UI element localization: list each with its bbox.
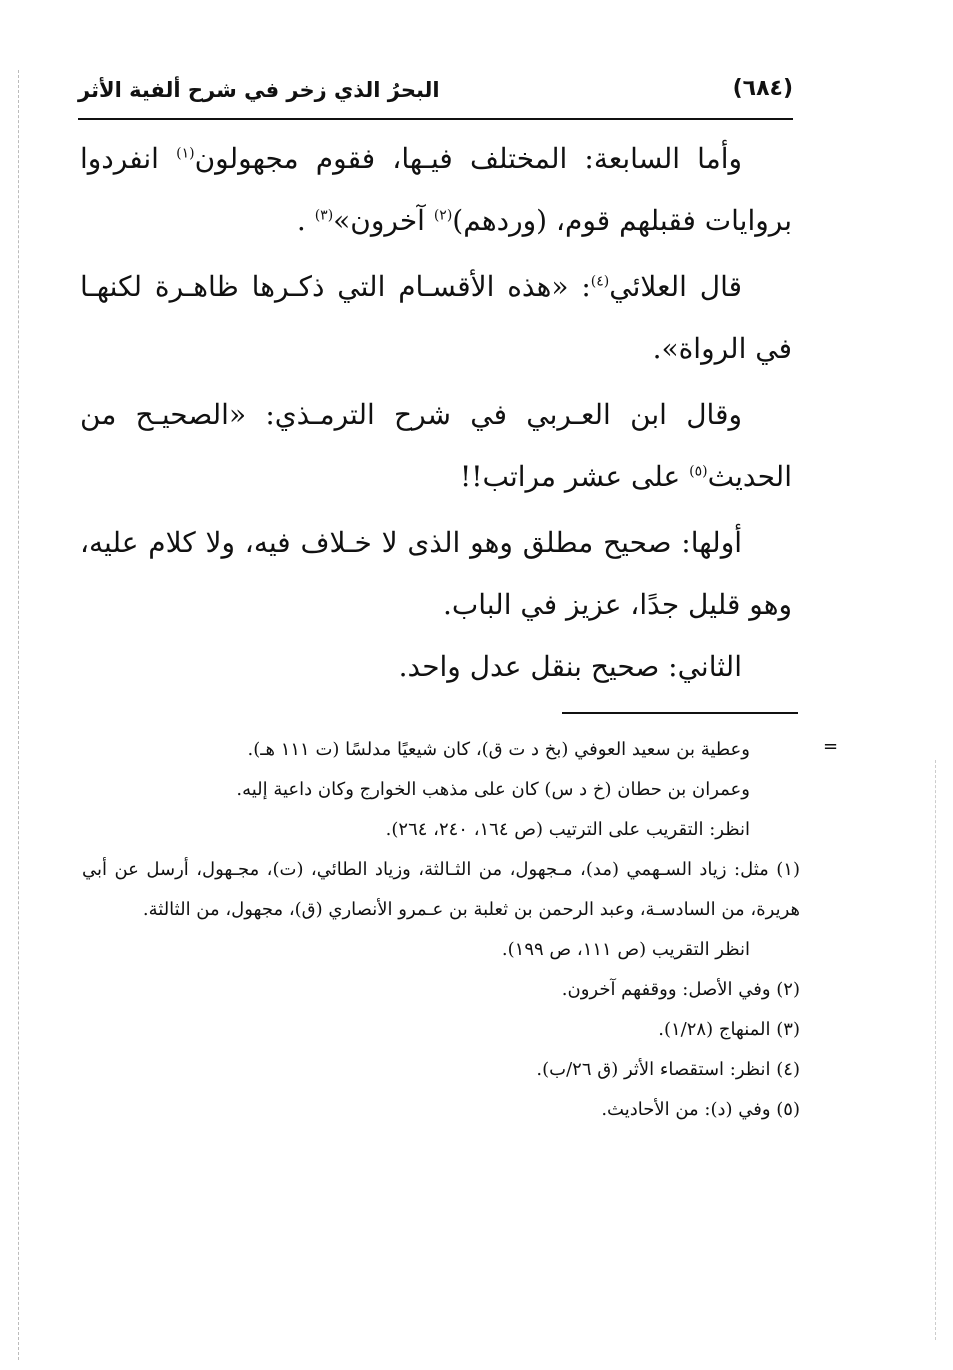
paragraph-seventh-category — [80, 128, 792, 252]
text-run: وقال ابن العـربي في شرح الترمـذي: «الصحيـح من الحديث — [80, 398, 792, 493]
footnote-ref-1: (١) — [176, 145, 195, 162]
text-run: آخرون» — [333, 204, 434, 237]
paragraph-second-rank: الثاني: صحيح بنقل عدل واحد. — [398, 650, 742, 683]
footnotes — [82, 730, 800, 1130]
running-title: البحرُ الذي زخر في شرح ألفية الأثر — [78, 78, 440, 102]
footnote-4: (٤) انظر: استقصاء الأثر (ق ٢٦/ب). — [536, 1059, 800, 1080]
continuation-mark: = — [823, 736, 839, 757]
footnote-continuation-line: وعطية بن سعيد العوفي (بخ د ت ق)، كان شيعيًا مدلسًا (ت ١١١ هـ). — [247, 739, 750, 760]
footnote-ref-2: (٢) — [433, 207, 453, 224]
footnote-1-reference: انظر التقريب (ص ١١١، ص ١٩٩). — [501, 939, 750, 960]
main-text — [80, 128, 792, 698]
footnote-1: (١) مثل: زياد السـهمي (مد)، مـجهول، من الثـالثة، وزياد الطائي، (ت)، مجـهول، أرسل عن أبي هريرة، من السادسـة، وعبد الرحمن بن ثعلبة بن عـمرو الأنصاري (ق)، مجهول، من الثالثة. — [82, 859, 800, 920]
footnote-separator — [562, 712, 798, 714]
footnote-continuation-line: وعمران بن حطان (خ د س) كان على مذهب الخوارج وكان داعية إليه. — [236, 779, 750, 800]
footnote-2: (٢) وفي الأصل: ووقفهم آخرون. — [561, 979, 800, 1000]
text-run: قال العلائي — [609, 270, 742, 303]
footnote-ref-4: (٤) — [590, 273, 610, 290]
paragraph-ibn-alarabi — [80, 384, 792, 508]
text-run: انفردوا بروايات فقبلهم قوم، (وردهم) — [80, 142, 792, 237]
paragraph-alalai — [80, 256, 792, 380]
text-run: وأما السابعة: المختلف فيـها، فقوم مجهولون — [194, 142, 743, 175]
text-run: . — [296, 204, 315, 237]
text-run: : «هذه الأقسـام التي ذكـرها ظاهـرة لكنهـا في الرواة». — [80, 270, 792, 365]
footnote-ref-3: (٣) — [314, 207, 334, 224]
header-rule — [78, 118, 793, 120]
footnote-ref-5: (٥) — [689, 463, 708, 480]
paragraph-first-rank: أولها: صحيح مطلق وهو الذى لا خـلاف فيه، ولا كلام عليه، وهو قليل جدًا، عزيز في الباب. — [80, 526, 792, 621]
scan-margin-dots — [18, 70, 21, 1360]
page-header — [78, 72, 793, 112]
page-number: (٦٨٤) — [732, 76, 793, 101]
footnote-3: (٣) المنهاج (١/٢٨). — [658, 1019, 800, 1040]
footnote-5: (٥) وفي (د): من الأحاديث. — [601, 1099, 800, 1120]
footnote-continuation-line: انظر: التقريب على الترتيب (ص ١٦٤، ٢٤٠، ٢٦٤). — [385, 819, 750, 840]
text-run: على عشر مراتب!! — [459, 460, 690, 493]
scan-margin-dots-right — [935, 760, 938, 1340]
